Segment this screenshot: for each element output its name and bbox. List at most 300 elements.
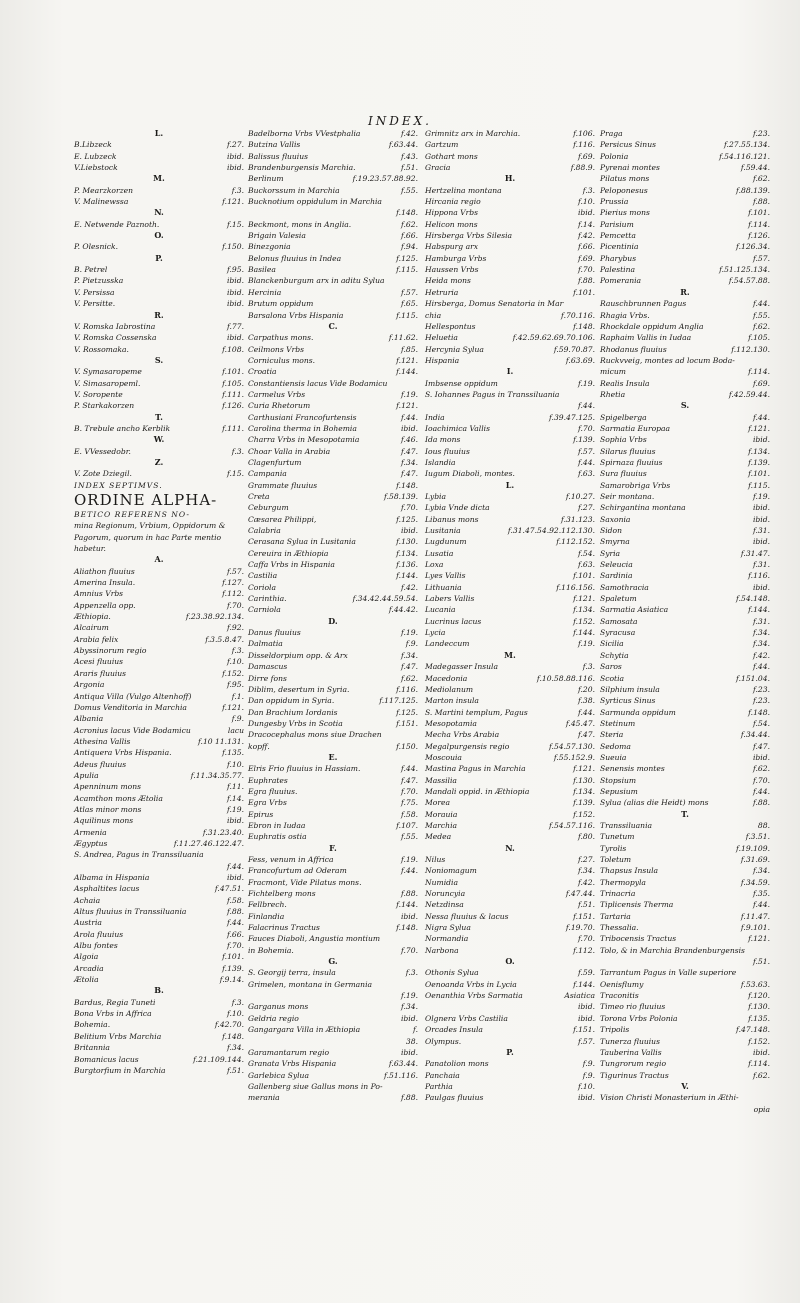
entry-reference: f.114. xyxy=(748,1059,770,1069)
entry-reference: f.10. xyxy=(226,1009,244,1019)
entry-name: Antiqua Villa (Vulgo Altenhoff) xyxy=(74,691,192,701)
index-entry xyxy=(600,763,770,774)
index-entry xyxy=(74,895,244,906)
index-entry xyxy=(248,457,418,468)
entry-name: Spigelberga xyxy=(600,412,647,422)
index-entry xyxy=(74,951,244,962)
index-entry xyxy=(425,911,595,922)
entry-reference: f.10. xyxy=(577,1081,595,1091)
index-entry xyxy=(600,707,770,718)
entry-name: Bohemia. xyxy=(74,1020,111,1030)
entry-reference: opia xyxy=(753,1104,770,1114)
entry-reference: f.115. xyxy=(748,480,770,490)
index-entry xyxy=(425,990,595,1001)
index-entry xyxy=(425,1001,595,1012)
index-entry xyxy=(600,831,770,842)
section-letter: F. xyxy=(329,842,337,853)
entry-reference: f.88. xyxy=(400,1093,418,1103)
entry-reference: f.47.148. xyxy=(736,1025,770,1035)
index-entry xyxy=(425,298,595,309)
index-entry xyxy=(248,741,418,752)
index-entry xyxy=(425,616,595,627)
entry-name: Noruncyia xyxy=(425,889,466,899)
entry-name: Samarobriga Vrbs xyxy=(600,480,671,490)
index-entry xyxy=(425,548,595,559)
index-entry xyxy=(600,582,770,593)
entry-name: Medea xyxy=(425,832,452,842)
entry-reference: f.54.116.121. xyxy=(719,151,770,161)
entry-reference: f.54.148. xyxy=(736,594,770,604)
entry-reference: f.62. xyxy=(752,321,770,331)
entry-name: Altus fluuius in Transsiluania xyxy=(74,907,187,917)
index-entry xyxy=(74,622,244,633)
entry-reference: f.3. xyxy=(582,185,595,195)
section-letter: R. xyxy=(680,286,690,297)
entry-name: Lybia Vnde dicta xyxy=(425,503,490,513)
index-entry xyxy=(248,344,418,355)
entry-name: Carolina therma in Bohemia xyxy=(248,423,357,433)
index-entry xyxy=(74,139,244,150)
index-entry xyxy=(248,514,418,525)
entry-reference: f.19. xyxy=(400,628,418,638)
entry-name: Rhockdale oppidum Anglia xyxy=(600,321,704,331)
entry-name: Numidia xyxy=(425,877,458,887)
entry-name: Toletum xyxy=(600,855,632,864)
index-entry xyxy=(600,344,770,355)
entry-name: Oenoanda Vrbs in Lycia xyxy=(425,979,517,989)
entry-reference: f.88. xyxy=(400,889,418,899)
entry-reference: f.139. xyxy=(573,798,595,808)
entry-reference: f.70. xyxy=(577,423,595,433)
entry-name: Mastina Pagus in Marchia xyxy=(425,764,526,774)
entry-reference: f.88. xyxy=(577,276,595,286)
entry-reference: f.3. xyxy=(231,446,244,456)
index-entry xyxy=(600,230,770,241)
index-entry xyxy=(74,974,244,985)
entry-name: Calabria xyxy=(248,526,281,536)
entry-reference: f.54. xyxy=(577,548,595,558)
entry-reference: f.51. xyxy=(400,163,418,173)
entry-reference: f.59.44. xyxy=(740,163,770,173)
entry-name: Blanckenburgum arx in aditu Sylua xyxy=(248,276,385,286)
entry-name: P. Starkakorzen xyxy=(74,401,135,411)
section-letter: R. xyxy=(154,309,164,320)
index-entry xyxy=(425,378,595,389)
entry-reference: ibid. xyxy=(753,1047,770,1057)
entry-reference: f.130. xyxy=(748,1002,770,1012)
entry-name: Lycia xyxy=(425,628,446,638)
section-letter: M. xyxy=(504,649,516,660)
index-entry xyxy=(425,196,595,207)
entry-name: Traconitis xyxy=(600,991,639,1001)
entry-reference: ibid. xyxy=(401,1047,418,1057)
entry-reference: ibid. xyxy=(227,276,244,286)
entry-reference: f.42.70. xyxy=(214,1020,244,1030)
entry-name: E. VVessedobr. xyxy=(74,446,131,456)
index-entry xyxy=(74,344,244,355)
entry-name: B. Trebule ancho Kerblik xyxy=(74,423,171,433)
entry-reference: f.9. xyxy=(405,639,418,649)
index-entry xyxy=(248,468,418,479)
index-entry xyxy=(248,718,418,729)
index-entry xyxy=(600,457,770,468)
entry-reference: f.44. xyxy=(752,900,770,910)
entry-name: Antiquera Vrbs Hispania. xyxy=(74,748,172,758)
entry-reference: f.34. xyxy=(752,866,770,876)
entry-name: Fichtelberg mons xyxy=(248,889,316,899)
entry-name: Gallenberg siue Gallus mons in Po- xyxy=(248,1081,383,1091)
entry-reference: f.23. xyxy=(752,696,770,706)
entry-name: Acamthon mons Ætolia xyxy=(74,793,163,803)
entry-name: Orcades Insula xyxy=(425,1025,483,1035)
entry-name: Binezgonia xyxy=(248,242,291,252)
entry-name: Schytia xyxy=(600,650,629,660)
index-entry xyxy=(425,412,595,423)
entry-reference: f.1. xyxy=(231,691,244,701)
entry-reference: f.88. xyxy=(226,907,244,917)
index-entry xyxy=(74,929,244,940)
entry-name: Tribocensis Tractus xyxy=(600,934,677,944)
entry-name: Austria xyxy=(74,918,102,928)
index-entry xyxy=(248,275,418,286)
index-entry xyxy=(600,1001,770,1012)
index-entry xyxy=(74,1031,244,1042)
entry-name: Syria xyxy=(600,548,621,558)
entry-reference: ibid. xyxy=(753,582,770,592)
entry-reference: 88. xyxy=(757,820,770,830)
entry-name: Hirsberga, Domus Senatoria in Mar xyxy=(425,299,564,309)
entry-name: Tauberina Vallis xyxy=(600,1047,662,1057)
index-column-1 xyxy=(74,128,244,1076)
entry-name: Fellbrech. xyxy=(248,900,287,910)
entry-name: Euphrates xyxy=(248,775,288,785)
entry-name: Silphium insula xyxy=(600,684,660,694)
entry-reference: f.44. xyxy=(226,918,244,928)
index-entry xyxy=(600,559,770,570)
entry-name: Nessa fluuius & lacus xyxy=(425,911,509,921)
index-entry xyxy=(600,695,770,706)
entry-name: Fess, venum in Affrica xyxy=(248,855,334,864)
entry-reference: ibid. xyxy=(753,503,770,513)
entry-name: Spirnaza fluuius xyxy=(600,457,663,467)
index-entry xyxy=(248,491,418,502)
entry-name: Tunerza fluuius xyxy=(600,1036,660,1046)
entry-name: Lybia xyxy=(425,492,447,501)
entry-reference: f.63.69. xyxy=(565,355,595,365)
entry-name: Mecha Vrbs Arabia xyxy=(425,730,500,740)
entry-reference: f.11.34.35.77. xyxy=(190,770,244,780)
entry-name: Othonis Sylua xyxy=(425,968,479,978)
entry-name: Seleucia xyxy=(600,560,633,570)
entry-reference: f.10 11.131. xyxy=(197,736,244,746)
entry-name: Choar Valla in Arabia xyxy=(248,446,331,456)
entry-reference: f.34. xyxy=(400,650,418,660)
entry-reference: f.151. xyxy=(396,718,418,728)
entry-name: V. Malinewssa xyxy=(74,197,129,207)
entry-reference: f.66. xyxy=(400,231,418,241)
entry-name: Algoia xyxy=(74,952,99,962)
index-entry xyxy=(248,911,418,922)
entry-reference: f.144. xyxy=(573,979,595,989)
index-entry xyxy=(248,446,418,457)
index-entry xyxy=(248,196,418,207)
index-entry xyxy=(600,1070,770,1081)
entry-reference: f.55.152.9. xyxy=(553,752,595,762)
index-entry xyxy=(600,899,770,910)
index-entry xyxy=(425,423,595,434)
index-entry xyxy=(248,423,418,434)
index-entry xyxy=(425,434,595,445)
entry-name: Euphratis ostia xyxy=(248,832,307,842)
entry-name: P. Mearzkorzen xyxy=(74,185,134,195)
entry-name: Garamantarum regio xyxy=(248,1047,330,1057)
entry-name: Arabia felix xyxy=(74,634,119,644)
entry-name: Bomanicus lacus xyxy=(74,1054,139,1064)
index-entry xyxy=(425,559,595,570)
entry-reference: f.44. xyxy=(752,412,770,422)
entry-name: V. Zote Dziegil. xyxy=(74,469,132,479)
entry-reference: f.130. xyxy=(396,537,418,547)
entry-reference: f.65. xyxy=(400,299,418,309)
entry-reference: f.66. xyxy=(226,929,244,939)
entry-name: merania xyxy=(248,1093,280,1103)
entry-reference: ibid. xyxy=(401,911,418,921)
index-entry xyxy=(600,775,770,786)
index-entry xyxy=(425,468,595,479)
entry-reference: f.101. xyxy=(222,367,244,377)
entry-name: Berlinum xyxy=(248,174,284,184)
entry-name: Rhodanus fluuius xyxy=(600,344,667,354)
entry-reference: f.14. xyxy=(577,219,595,229)
entry-reference: f.136. xyxy=(396,560,418,570)
entry-reference: f.58. xyxy=(400,809,418,819)
index-entry xyxy=(600,786,770,797)
entry-reference: f.44. xyxy=(400,412,418,422)
entry-name: Curia Rhetorum xyxy=(248,401,311,411)
entry-name: Tiplicensis Therma xyxy=(600,900,674,910)
index-entry xyxy=(600,865,770,876)
entry-reference: f.148. xyxy=(222,1031,244,1041)
entry-name: Lyes Vallis xyxy=(425,571,466,581)
index-entry xyxy=(600,673,770,684)
entry-name: Narbona xyxy=(425,945,459,955)
index-entry xyxy=(600,752,770,763)
index-entry xyxy=(600,253,770,264)
index-entry xyxy=(425,582,595,593)
entry-name: Hispania xyxy=(425,355,460,365)
entry-name: Brigain Valesia xyxy=(248,231,306,241)
entry-reference: f.150. xyxy=(222,242,244,252)
index-entry xyxy=(425,763,595,774)
index-entry xyxy=(425,820,595,831)
index-entry xyxy=(74,366,244,377)
index-entry xyxy=(600,332,770,343)
entry-reference: f.47. xyxy=(400,446,418,456)
index-entry xyxy=(248,877,418,888)
index-entry xyxy=(248,763,418,774)
entry-name: Achaia xyxy=(74,895,101,905)
index-entry xyxy=(600,956,770,967)
index-entry xyxy=(600,945,770,956)
entry-reference: ibid. xyxy=(578,208,595,218)
entry-name: Pharybus xyxy=(600,253,637,263)
index-entry xyxy=(74,849,244,860)
entry-reference: ibid. xyxy=(401,1013,418,1023)
entry-reference: ibid. xyxy=(753,514,770,524)
entry-name: Lithuania xyxy=(425,582,462,592)
entry-name: Helicon mons xyxy=(425,219,478,229)
entry-reference: f.148. xyxy=(748,707,770,717)
entry-name: Brandenburgensis Marchia. xyxy=(248,163,356,173)
entry-name: Pomerania xyxy=(600,276,642,286)
index-entry xyxy=(600,797,770,808)
entry-name: Rauschbrunnen Pagus xyxy=(600,299,687,309)
index-entry xyxy=(425,967,595,978)
index-entry xyxy=(74,872,244,883)
entry-reference: ibid. xyxy=(227,333,244,343)
entry-name: V. Persissa xyxy=(74,287,115,297)
entry-name: Oenanthia Vrbs Sarmatia xyxy=(425,991,523,1001)
entry-reference: f.42. xyxy=(577,877,595,887)
entry-name: Acronius lacus Vide Bodamicu xyxy=(74,725,191,735)
entry-reference: f.144. xyxy=(573,628,595,638)
index-entry xyxy=(74,770,244,781)
entry-name: Samothracia xyxy=(600,582,649,592)
index-entry xyxy=(425,1036,595,1047)
entry-reference: f.9.14. xyxy=(219,975,244,985)
entry-name: Apenninum mons xyxy=(74,782,142,792)
entry-name: Mandali oppid. in Æthiopia xyxy=(425,786,530,796)
entry-reference: f.70. xyxy=(752,775,770,785)
entry-reference: f.19.70. xyxy=(565,923,595,933)
entry-reference: f.62. xyxy=(752,1070,770,1080)
entry-name: Sarmatia Europaa xyxy=(600,423,671,433)
entry-name: Cæsarea Philippi, xyxy=(248,514,317,524)
entry-name: Coriola xyxy=(248,582,276,592)
entry-name: Heluetia xyxy=(425,333,458,343)
entry-name: Lugdunum xyxy=(425,537,467,547)
entry-reference: f.63.44. xyxy=(388,1059,418,1069)
index-entry xyxy=(600,491,770,502)
index-entry xyxy=(600,514,770,525)
index-entry xyxy=(248,570,418,581)
entry-reference: f.101. xyxy=(573,287,595,297)
entry-name: Finlandia xyxy=(248,911,285,921)
entry-reference: f.3. xyxy=(231,997,244,1007)
entry-name: Sophia Vrbs xyxy=(600,435,647,445)
entry-name: Sedoma xyxy=(600,741,631,751)
index-entry xyxy=(425,888,595,899)
entry-reference: f.54.57.88. xyxy=(728,276,770,286)
entry-name: Aliathon fluuius xyxy=(74,566,135,576)
entry-name: Tartaria xyxy=(600,911,631,921)
index-entry xyxy=(425,1013,595,1024)
entry-name: B.Libzeck xyxy=(74,140,112,150)
index-entry xyxy=(425,321,595,332)
index-entry xyxy=(248,673,418,684)
entry-reference: f.47. xyxy=(400,775,418,785)
entry-name: Acesi fluuius xyxy=(74,657,124,667)
entry-name: Sura fluuius xyxy=(600,469,647,479)
entry-name: Loxa xyxy=(425,560,444,570)
entry-reference: f.144. xyxy=(396,900,418,910)
entry-name: Carniola xyxy=(248,605,281,615)
entry-name: Sylua (alias die Heidt) mons xyxy=(600,798,709,808)
entry-reference: f.47. xyxy=(400,662,418,672)
entry-name: Amerina Insula. xyxy=(74,578,136,588)
entry-reference: f.101. xyxy=(748,469,770,479)
index-entry xyxy=(248,933,418,944)
entry-name: Panatolion mons xyxy=(425,1059,489,1069)
index-entry xyxy=(600,650,770,661)
index-entry xyxy=(248,604,418,615)
entry-reference: f.19. xyxy=(226,804,244,814)
entry-name: Elris Frio fluuius in Hassiam. xyxy=(248,764,361,774)
index-entry xyxy=(74,917,244,928)
entry-reference: f.111. xyxy=(222,423,244,433)
entry-name: Ægyptus xyxy=(74,838,108,848)
entry-name: Arola fluuius xyxy=(74,929,124,939)
entry-name: Dan Brachium Iordanis xyxy=(248,707,338,717)
entry-reference: f.115. xyxy=(396,310,418,320)
index-entry xyxy=(425,831,595,842)
entry-reference: f.125. xyxy=(396,707,418,717)
index-entry xyxy=(600,990,770,1001)
index-entry xyxy=(74,196,244,207)
index-entry xyxy=(425,729,595,740)
entry-reference: f.34.42.44.59.54. xyxy=(352,594,418,604)
index-entry xyxy=(248,1001,418,1012)
index-entry xyxy=(600,741,770,752)
index-entry xyxy=(248,820,418,831)
entry-name: Adeus fluuius xyxy=(74,759,127,769)
index-entry xyxy=(600,979,770,990)
entry-name: Syracusa xyxy=(600,628,636,638)
index-entry xyxy=(425,638,595,649)
entry-reference: f.27. xyxy=(577,855,595,864)
entry-reference: f.134. xyxy=(396,548,418,558)
index-entry xyxy=(425,536,595,547)
index-entry xyxy=(248,287,418,298)
entry-reference: f.42. xyxy=(400,129,418,138)
index-entry xyxy=(425,264,595,275)
entry-name: Egra Vrbs xyxy=(248,798,287,808)
index-entry xyxy=(248,979,418,990)
entry-reference: f.51. xyxy=(226,1065,244,1075)
entry-name: Trinacria xyxy=(600,889,636,899)
entry-name: Buckorssum in Marchia xyxy=(248,185,340,195)
index-entry xyxy=(74,1054,244,1065)
index-entry xyxy=(600,275,770,286)
entry-reference: f.139. xyxy=(222,963,244,973)
entry-name: chia xyxy=(425,310,442,320)
entry-reference: f.121. xyxy=(573,594,595,604)
entry-reference: f.112.130. xyxy=(731,344,770,354)
section-letter: S. xyxy=(154,354,164,365)
section-letter: O. xyxy=(505,956,515,967)
index-entry xyxy=(74,702,244,713)
index-entry xyxy=(425,775,595,786)
entry-name: Habspurg arx xyxy=(425,242,479,252)
entry-reference: f.27. xyxy=(226,140,244,150)
entry-name: Gracia xyxy=(425,163,451,173)
entry-reference: f.19.109. xyxy=(736,843,770,853)
entry-reference: f.31. xyxy=(752,560,770,570)
entry-name: Damascus xyxy=(248,662,288,672)
entry-reference: ibid. xyxy=(227,163,244,173)
index-entry xyxy=(425,809,595,820)
index-entry xyxy=(248,230,418,241)
